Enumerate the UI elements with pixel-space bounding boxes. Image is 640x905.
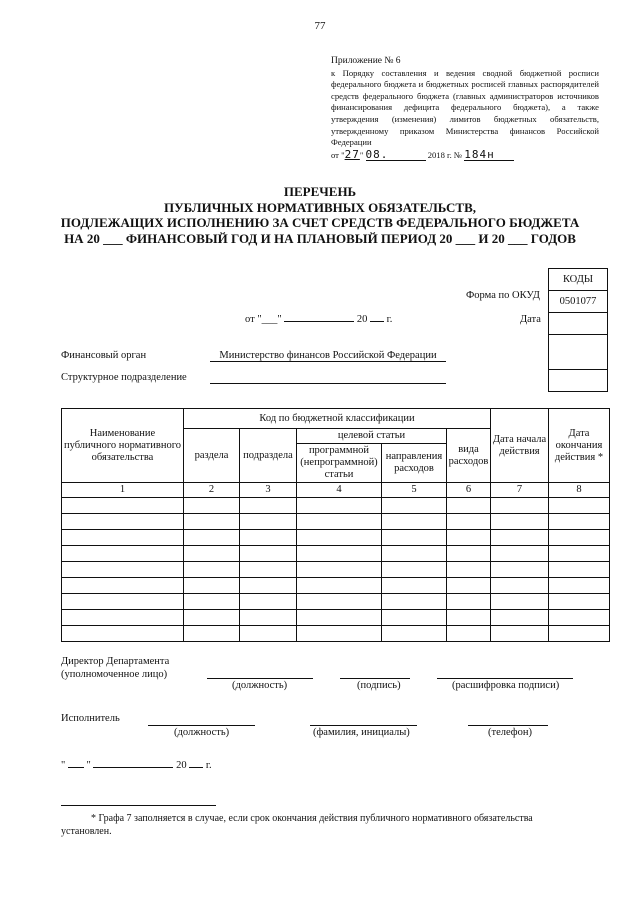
table-cell[interactable] (297, 498, 382, 514)
fin-organ-value: Министерство финансов Российской Федерации (210, 350, 446, 362)
table-row (62, 546, 610, 562)
table-cell[interactable] (382, 626, 447, 642)
table-cell[interactable] (297, 610, 382, 626)
director-name-caption: (расшифровка подписи) (452, 680, 560, 691)
table-cell[interactable] (240, 530, 297, 546)
table-body (62, 498, 610, 642)
director-signature-field[interactable] (340, 677, 410, 679)
date-label: Дата (520, 314, 541, 325)
table-cell[interactable] (491, 578, 549, 594)
sig-date-year: 20 (176, 760, 187, 771)
table-cell[interactable] (297, 594, 382, 610)
table-cell[interactable] (297, 578, 382, 594)
sig-date-open-quote: " (61, 760, 66, 771)
table-cell[interactable] (447, 594, 491, 610)
table-cell[interactable] (184, 626, 240, 642)
date-suffix: г. (386, 314, 393, 325)
table-cell[interactable] (447, 578, 491, 594)
table-cell[interactable] (382, 594, 447, 610)
column-numbers-row (62, 483, 610, 498)
table-cell[interactable] (491, 594, 549, 610)
appendix-date-year: 2018 г. № (427, 149, 463, 160)
table-cell[interactable] (240, 546, 297, 562)
table-cell[interactable] (447, 546, 491, 562)
table-cell[interactable] (62, 626, 184, 642)
appendix-number: 184н (464, 149, 514, 162)
codes-header: КОДЫ (549, 269, 608, 291)
table-cell[interactable] (240, 498, 297, 514)
fin-organ-label: Финансовый орган (61, 350, 147, 361)
table-cell[interactable] (549, 498, 610, 514)
table-cell[interactable] (240, 578, 297, 594)
date-quote: " (277, 314, 282, 325)
codes-table (548, 268, 608, 392)
table-cell[interactable] (447, 626, 491, 642)
footnote (61, 812, 609, 838)
table-row (62, 594, 610, 610)
start-date-header: Дата начала действия (491, 409, 549, 483)
table-row (62, 562, 610, 578)
table-cell[interactable] (549, 578, 610, 594)
napravleniya-header: направления расходов (382, 444, 447, 483)
table-cell[interactable] (382, 578, 447, 594)
podrazdel-header: подраздела (240, 429, 297, 483)
appendix-date-sep: " (359, 149, 364, 160)
okud-label: Форма по ОКУД (466, 290, 540, 301)
director-position-field[interactable] (207, 677, 313, 679)
executor-phone-caption: (телефон) (488, 727, 532, 738)
table-cell[interactable] (447, 562, 491, 578)
director-label (61, 655, 169, 681)
struct-unit-label: Структурное подразделение (61, 372, 187, 383)
table-cell[interactable] (184, 530, 240, 546)
title-line-2: ПУБЛИЧНЫХ НОРМАТИВНЫХ ОБЯЗАТЕЛЬСТВ, (163, 199, 477, 215)
page-number: 77 (314, 20, 326, 32)
table-cell[interactable] (491, 530, 549, 546)
appendix-date-month: 08. (366, 149, 426, 162)
table-cell[interactable] (62, 498, 184, 514)
codes-date-cell[interactable] (549, 313, 608, 335)
signature-date (61, 760, 212, 771)
col-num: 8 (549, 483, 610, 498)
appendix-date-prefix: от " (331, 149, 345, 160)
table-cell[interactable] (62, 594, 184, 610)
executor-position-caption: (должность) (174, 727, 230, 738)
table-cell[interactable] (62, 578, 184, 594)
codes-fin-organ-cell[interactable] (549, 335, 608, 370)
table-cell[interactable] (62, 562, 184, 578)
table-cell[interactable] (382, 498, 447, 514)
director-signature-caption: (подпись) (357, 680, 401, 691)
vida-header: вида расходов (447, 429, 491, 483)
table-cell[interactable] (240, 514, 297, 530)
document-title (0, 184, 640, 246)
director-name-field[interactable] (437, 677, 573, 679)
director-position-caption: (должность) (232, 680, 288, 691)
table-row (62, 530, 610, 546)
table-cell[interactable] (491, 514, 549, 530)
table-cell[interactable] (447, 498, 491, 514)
struct-unit-field[interactable] (210, 382, 446, 384)
table-cell[interactable] (184, 594, 240, 610)
table-row (62, 626, 610, 642)
appendix-text: к Порядку составления и ведения сводной бюджетной росписи федерального бюджета и бюджетных росписей главных распорядителей средств федерального бюджета (главных администраторов источников финансирования дефицита федерального бюджета), а также утверждения (изменения) лимитов бюджетных обязательств, утвержденному приказом Министерства финансов Российской Федерации (331, 67, 599, 148)
table-cell[interactable] (62, 514, 184, 530)
table-cell[interactable] (62, 546, 184, 562)
table-cell[interactable] (184, 514, 240, 530)
table-cell[interactable] (549, 610, 610, 626)
table-cell[interactable] (549, 546, 610, 562)
table-cell[interactable] (297, 626, 382, 642)
col-num: 4 (297, 483, 382, 498)
col-num: 3 (240, 483, 297, 498)
table-cell[interactable] (297, 562, 382, 578)
table-cell[interactable] (491, 626, 549, 642)
table-cell[interactable] (549, 514, 610, 530)
director-line-2: (уполномоченное лицо) (61, 669, 168, 680)
title-line-4: НА 20 ___ ФИНАНСОВЫЙ ГОД И НА ПЛАНОВЫЙ ПЕРИОД 20 ___ И 20 ___ ГОДОВ (64, 230, 576, 246)
table-cell[interactable] (549, 562, 610, 578)
table-cell[interactable] (447, 530, 491, 546)
kbk-header: Код по бюджетной классификации (184, 409, 491, 429)
executor-label: Исполнитель (61, 713, 120, 724)
table-cell[interactable] (382, 530, 447, 546)
main-table (61, 408, 610, 642)
col-num: 2 (184, 483, 240, 498)
footnote-line-1: * Графа 7 заполняется в случае, если срок окончания действия публичного нормативного обязательства (91, 813, 533, 824)
sig-date-month[interactable] (93, 767, 173, 768)
table-cell[interactable] (184, 578, 240, 594)
table-cell[interactable] (297, 530, 382, 546)
sig-date-close-quote: " (86, 760, 91, 771)
table-cell[interactable] (549, 626, 610, 642)
table-row (62, 610, 610, 626)
programmnoy-header: программной (непрограммной) статьи (297, 444, 382, 483)
table-cell[interactable] (240, 626, 297, 642)
table-cell[interactable] (297, 546, 382, 562)
appendix-title: Приложение № 6 (331, 56, 401, 66)
table-cell[interactable] (491, 610, 549, 626)
table-cell[interactable] (184, 610, 240, 626)
footnote-divider (61, 804, 216, 806)
date-line (245, 314, 392, 325)
table-cell[interactable] (491, 498, 549, 514)
table-cell[interactable] (382, 514, 447, 530)
title-line-3: ПОДЛЕЖАЩИХ ИСПОЛНЕНИЮ ЗА СЧЕТ СРЕДСТВ ФЕДЕРАЛЬНОГО БЮДЖЕТА (60, 215, 580, 230)
razdel-header: раздела (184, 429, 240, 483)
table-cell[interactable] (447, 610, 491, 626)
table-cell[interactable] (184, 546, 240, 562)
sig-date-year-blank[interactable] (189, 767, 203, 768)
okud-value[interactable]: 0501077 (549, 291, 608, 313)
appendix-date-day: 27 (344, 147, 360, 161)
table-cell[interactable] (447, 514, 491, 530)
col-num: 1 (62, 483, 184, 498)
table-cell[interactable] (297, 514, 382, 530)
table-cell[interactable] (184, 498, 240, 514)
col-name-header: Наименование публичного нормативного обязательства (62, 409, 184, 483)
date-day-blank: ___ (261, 314, 278, 325)
table-cell[interactable] (184, 562, 240, 578)
codes-struct-cell[interactable] (549, 370, 608, 392)
director-line-1: Директор Департамента (61, 656, 170, 667)
table-cell[interactable] (491, 562, 549, 578)
title-line-1: ПЕРЕЧЕНЬ (283, 184, 357, 199)
date-year-prefix: 20 (356, 314, 368, 325)
col-num: 7 (491, 483, 549, 498)
date-year-blank[interactable] (370, 321, 384, 322)
table-row (62, 498, 610, 514)
table-cell[interactable] (382, 610, 447, 626)
table-cell[interactable] (491, 546, 549, 562)
table-cell[interactable] (549, 530, 610, 546)
table-row (62, 514, 610, 530)
executor-position-field[interactable] (148, 724, 255, 726)
table-cell[interactable] (240, 562, 297, 578)
celevaya-header: целевой статьи (297, 429, 447, 444)
executor-phone-field[interactable] (468, 724, 548, 726)
table-cell[interactable] (62, 530, 184, 546)
date-prefix: от " (245, 314, 262, 325)
sig-date-suffix: г. (205, 760, 212, 771)
table-cell[interactable] (240, 594, 297, 610)
end-date-header: Дата окончания действия * (549, 409, 610, 483)
table-cell[interactable] (549, 594, 610, 610)
table-row (62, 578, 610, 594)
date-month-blank[interactable] (284, 321, 354, 322)
appendix-block (331, 56, 599, 161)
col-num: 6 (447, 483, 491, 498)
table-cell[interactable] (240, 610, 297, 626)
table-cell[interactable] (382, 562, 447, 578)
executor-name-field[interactable] (310, 724, 417, 726)
executor-name-caption: (фамилия, инициалы) (313, 727, 410, 738)
sig-date-day[interactable] (68, 767, 84, 768)
table-cell[interactable] (62, 610, 184, 626)
appendix-date (331, 149, 599, 162)
footnote-line-2: установлен. (61, 826, 112, 837)
table-cell[interactable] (382, 546, 447, 562)
col-num: 5 (382, 483, 447, 498)
